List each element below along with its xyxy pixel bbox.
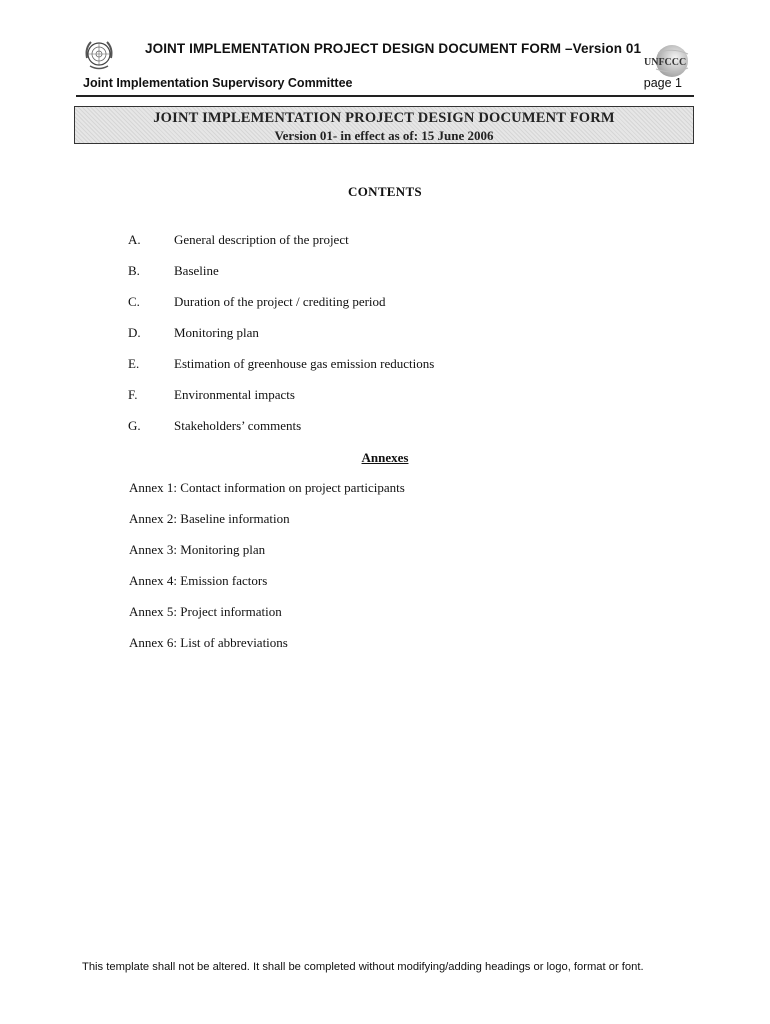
annexes-heading: Annexes [361,450,409,465]
contents-item-letter: A. [128,232,141,247]
contents-item-text: Baseline [174,263,219,278]
annex-item: Annex 4: Emission factors [129,573,268,588]
annex-item: Annex 3: Monitoring plan [129,542,266,557]
annex-item: Annex 2: Baseline information [129,511,290,526]
header-title: JOINT IMPLEMENTATION PROJECT DESIGN DOCUMENT FORM –Version 01 [145,41,642,56]
document-title-box [74,106,694,144]
contents-item-letter: B. [128,263,140,278]
annex-item: Annex 1: Contact information on project participants [129,480,405,495]
contents-item-letter: E. [128,356,140,371]
page-number: page 1 [643,76,682,90]
header-divider [76,95,694,97]
contents-item-text: General description of the project [174,232,349,247]
contents-item-text: Estimation of greenhouse gas emission reductions [174,356,435,371]
contents-item-letter: C. [128,294,140,309]
contents-item-letter: F. [128,387,138,402]
contents-heading: CONTENTS [348,184,422,199]
contents-item-text: Duration of the project / crediting period [174,294,386,309]
document-version: Version 01- in effect as of: 15 June 2006 [274,128,494,143]
contents-item-text: Monitoring plan [174,325,259,340]
annex-item: Annex 5: Project information [129,604,282,619]
contents-item-text: Stakeholders’ comments [174,418,302,433]
unfccc-logo-text: UNFCCC [644,57,687,68]
unfccc-logo [640,42,692,80]
contents-item-letter: G. [128,418,141,433]
contents-item-text: Environmental impacts [174,387,295,402]
committee-name: Joint Implementation Supervisory Committee [83,76,353,90]
footer-notice: This template shall not be altered. It shall be completed without modifying/adding headings or logo, format or font. [82,961,644,973]
un-emblem-logo [82,38,116,72]
annex-item: Annex 6: List of abbreviations [129,635,288,650]
document-title: JOINT IMPLEMENTATION PROJECT DESIGN DOCUMENT FORM [153,110,615,126]
contents-item-letter: D. [128,325,141,340]
